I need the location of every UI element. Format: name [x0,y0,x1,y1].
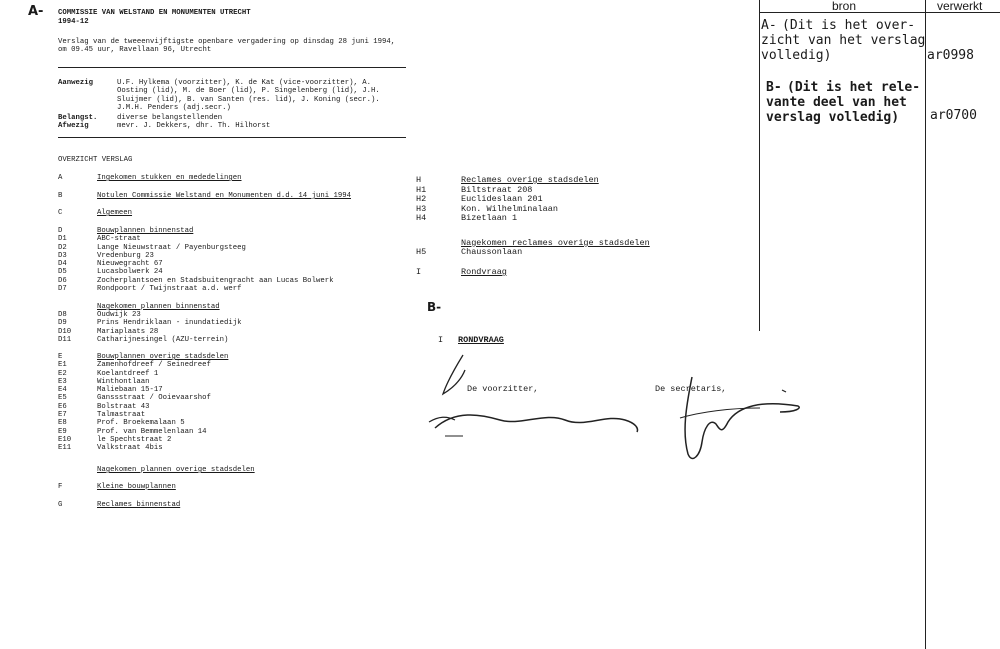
list-item: Talmastraat [97,411,146,420]
item-code: E4 [58,386,67,395]
list-item-h5: Chaussonlaan [461,247,523,257]
intro-line-2: om 09.45 uur, Ravellaan 96, Utrecht [58,46,212,54]
section-code-f: F [58,483,63,491]
afwezig-label: Afwezig [58,122,89,130]
item-code: D [58,227,63,235]
item-code: H2 [416,194,427,204]
list-item: le Spechtstraat 2 [97,435,172,444]
item-code: E8 [58,419,67,428]
item-code: D4 [58,260,67,269]
org-name: COMMISSIE VAN WELSTAND EN MONUMENTEN UTRECHT [58,9,251,17]
item-code: D2 [58,243,67,252]
section-code-c: C [58,209,63,217]
list-item: Koelantdreef 1 [97,369,159,378]
list-item: Zamenhofdreef / Seinedreef [97,361,211,370]
panel-left-border [759,0,760,331]
list-item: Bolstraat 43 [97,402,150,411]
note-b-line: verslag volledig) [766,110,900,125]
header-bron: bron [832,0,857,13]
afwezig-value: mevr. J. Dekkers, dhr. Th. Hilhorst [117,122,271,130]
list-item: Catharijnesingel (AZU-terrein) [97,335,229,344]
section-title-d: Bouwplannen binnenstad [97,227,194,235]
note-a-text [782,18,915,33]
list-item: Maliebaan 15-17 [97,386,163,395]
list-item: Kon. Wilhelminalaan [461,203,558,214]
note-a-line: volledig) [761,48,832,63]
section-title-rondvraag: RONDVRAAG [458,335,504,345]
panel-column-divider [925,0,926,649]
note-b-marker: B- [766,80,782,95]
aanwezig-label: Aanwezig [58,79,94,87]
section-code-b: B [58,192,63,200]
list-item: ABC-straat [97,235,141,244]
note-b-line: (Dit is het rele- [787,80,921,95]
item-code: H3 [416,203,427,214]
section-title-h-late: Nagekomen reclames overige stadsdelen [461,238,650,248]
item-code: E11 [58,444,72,453]
note-b-text [787,80,920,95]
list-item: Nieuwegracht 67 [97,260,163,269]
section-title-c: Algemeen [97,209,133,217]
header-verwerkt: verwerkt [937,0,983,13]
item-code: E6 [58,402,67,411]
h-items [461,176,599,224]
item-code: D7 [58,285,67,294]
item-code: H [416,175,422,185]
note-a-marker: A- [761,18,777,33]
note-a-line: zicht van het verslag [761,33,926,48]
list-item: Prins Hendriklaan - inundatiedijk [97,319,242,328]
aanwezig-line: Oosting (lid), M. de Boer (lid), P. Singelenberg (lid), J.H. [117,87,380,96]
section-title-f: Kleine bouwplannen [97,483,176,491]
item-code: E [58,353,63,361]
list-item: Valkstraat 4bis [97,444,163,453]
item-code: E2 [58,369,67,378]
note-b-line: vante deel van het [766,95,907,110]
item-code: D8 [58,311,67,319]
note-b-code: ar0700 [930,108,977,123]
list-item: Ganssstraat / Ooievaarshof [97,394,211,403]
aanwezig-line: U.F. Hylkema (voorzitter), K. de Kat (vice-voorzitter), A. [117,79,371,87]
list-item: Biltstraat 208 [461,184,533,195]
belangst-value: diverse belangstellenden [117,114,223,122]
item-code: E10 [58,435,72,444]
item-code: D9 [58,319,67,328]
doc-marker-b: B- [427,300,442,314]
overview-title: OVERZICHT VERSLAG [58,156,133,164]
e-codes [58,353,71,453]
d-late-codes [58,311,71,344]
note-b-text-cont [766,95,907,125]
e-items [97,353,228,453]
list-item: Lange Nieuwstraat / Payenburgsteeg [97,243,246,252]
list-item: Mariaplaats 28 [97,327,159,336]
item-code: E5 [58,394,67,403]
note-a-text-cont [761,33,925,63]
item-code: D5 [58,268,67,277]
item-code: H1 [416,184,427,195]
note-a-code: ar0998 [927,48,974,63]
section-title-h: Reclames overige stadsdelen [461,175,599,185]
item-code: D3 [58,251,67,260]
item-code: D10 [58,327,72,336]
item-code: E3 [58,377,67,386]
list-item: Vredenburg 23 [97,251,154,260]
doc-number: 1994-12 [58,18,89,26]
h-codes [416,176,426,224]
note-a-line: (Dit is het over- [782,18,916,33]
list-item: Lucasbolwerk 24 [97,268,163,277]
d-late-items [97,311,242,344]
list-item: Bizetlaan 1 [461,213,518,223]
secretaris-signature [670,372,810,472]
section-title-e: Bouwplannen overige stadsdelen [97,353,229,361]
item-code-h5: H5 [416,247,427,257]
doc-marker-a: A- [28,4,44,19]
secretaris-label: De secretaris, [655,384,727,394]
item-code: D6 [58,276,67,285]
voorzitter-label: De voorzitter, [467,384,539,394]
list-item: Oudwijk 23 [97,311,141,319]
section-title-i: Rondvraag [461,267,507,277]
aanwezig-list [117,79,380,112]
item-code: D11 [58,335,72,344]
intro-line-1: Verslag van de tweeenvijftigste openbare vergadering op dinsdag 28 juni 1994, [58,38,396,46]
section-title-a: Ingekomen stukken en mededelingen [97,174,242,182]
item-code: H4 [416,213,427,223]
item-code: E9 [58,427,67,436]
section-code-i: I [416,267,422,277]
section-code-b-i: I [438,335,444,345]
item-code: D1 [58,235,67,244]
d-items [97,227,333,293]
belangst-label: Belangst. [58,114,98,122]
rule-top [58,67,406,68]
list-item: Prof. van Bemmelenlaan 14 [97,427,207,436]
voorzitter-signature [425,350,655,445]
section-title-e-late: Nagekomen plannen overige stadsdelen [97,466,255,474]
list-item: Zocherplantsoen en Stadsbuitengracht aan Lucas Bolwerk [97,276,334,285]
list-item: Rondpoort / Twijnstraat a.d. werf [97,285,242,294]
item-code: E7 [58,411,67,420]
list-item: Winthontlaan [97,377,150,386]
section-title-d-late: Nagekomen plannen binnenstad [97,303,220,311]
rule-bottom [58,137,406,138]
item-code: E1 [58,361,67,370]
aanwezig-line: J.M.H. Penders (adj.secr.) [117,103,231,112]
section-code-a: A [58,174,63,182]
d-codes [58,227,67,293]
section-title-g: Reclames binnenstad [97,501,181,509]
list-item: Prof. Broekemalaan 5 [97,419,185,428]
section-title-b: Notulen Commissie Welstand en Monumenten d.d. 14 juni 1994 [97,192,351,200]
section-code-g: G [58,501,63,509]
list-item: Euclideslaan 201 [461,194,543,204]
aanwezig-line: Sluijmer (lid), B. van Santen (res. lid), J. Koning (secr.). [117,95,380,104]
